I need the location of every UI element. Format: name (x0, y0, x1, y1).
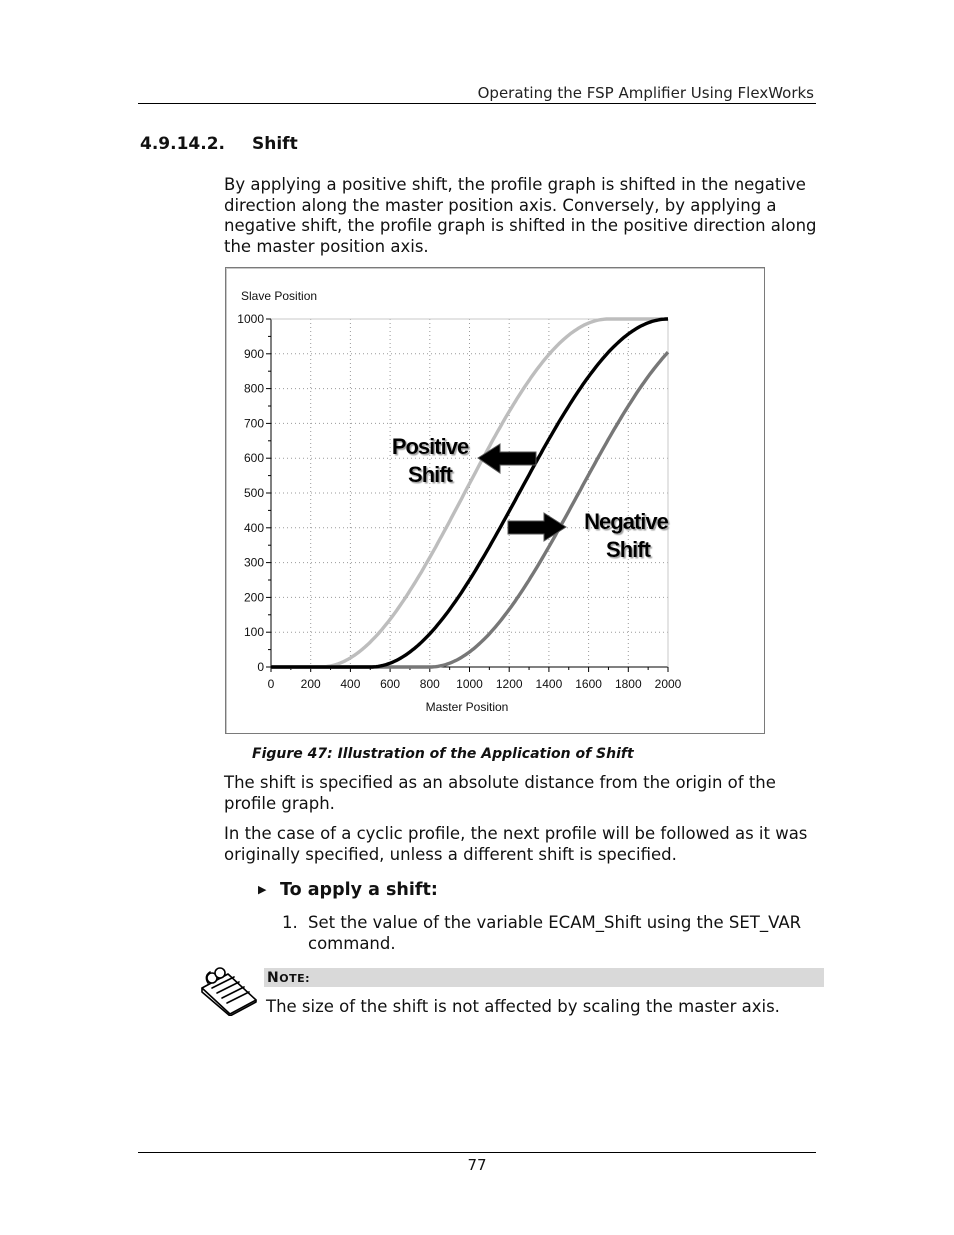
x-axis-title: Master Position (425, 700, 509, 714)
note-pad-icon (198, 966, 260, 1016)
x-tick-label: 1800 (614, 677, 642, 691)
step-number: 1. (282, 913, 298, 932)
y-tick-label: 200 (243, 590, 264, 605)
y-tick-label: 900 (243, 346, 264, 361)
step-text: Set the value of the variable ECAM_Shift using the SET_VAR command. (308, 913, 802, 953)
x-tick-label: 2000 (654, 677, 682, 691)
positive-shift-label-line2: Shift (408, 462, 452, 487)
page-number: 77 (467, 1156, 487, 1174)
x-tick-label: 200 (300, 677, 321, 691)
positive-shift-label-line1: Positive (391, 434, 469, 459)
figure-frame (225, 267, 765, 734)
note-text: The size of the shift is not affected by scaling the master axis. (266, 997, 780, 1016)
cyclic-profile-paragraph: In the case of a cyclic profile, the next profile will be followed as it was originally specified, unless a different shift is specified. (224, 824, 808, 864)
y-tick-label: 600 (243, 451, 264, 466)
procedure-title: To apply a shift: (280, 880, 438, 900)
x-tick-label: 800 (419, 677, 440, 691)
y-tick-label: 100 (243, 625, 264, 640)
y-tick-label: 500 (243, 486, 264, 500)
grid-layer (271, 319, 668, 667)
shift-chart (226, 268, 764, 733)
x-tick-label: 0 (267, 677, 275, 691)
triangle-right-icon: ▶ (258, 883, 267, 896)
axis-layer (266, 319, 668, 672)
absolute-distance-paragraph: The shift is specified as an absolute distance from the origin of the profile graph. (224, 773, 776, 813)
footer-rule (138, 1152, 816, 1153)
header-rule (138, 103, 816, 104)
list-item (282, 912, 802, 954)
y-tick-label: 1000 (237, 312, 264, 326)
section-heading (140, 134, 298, 154)
note-label-rest: OTE: (279, 972, 310, 985)
x-tick-label: 1400 (535, 677, 563, 691)
note-header-bar (264, 968, 824, 987)
x-tick-label: 600 (380, 677, 401, 691)
negative-shift-label-line1: Negative (584, 509, 668, 534)
positive-shift-annotation (392, 434, 536, 487)
y-tick-label: 700 (243, 416, 264, 431)
x-tick-label: 1200 (495, 677, 523, 691)
note-label (267, 970, 310, 986)
x-tick-label: 1600 (575, 677, 602, 691)
figure-caption: Figure 47: Illustration of the Application of Shift (252, 746, 634, 762)
procedure-heading (258, 880, 438, 900)
y-tick-label: 800 (243, 381, 264, 396)
y-tick-label: 0 (257, 660, 264, 674)
section-number: 4.9.14.2. (140, 134, 225, 154)
x-tick-label: 1000 (456, 677, 483, 691)
y-tick-label: 400 (243, 520, 264, 535)
right-arrow-icon (508, 513, 566, 541)
section-title: Shift (252, 134, 298, 154)
header-title: Operating the FSP Amplifier Using FlexWorks (477, 84, 814, 102)
negative-shift-label-line2: Shift (606, 537, 650, 562)
x-tick-label: 400 (340, 677, 361, 691)
intro-paragraph: By applying a positive shift, the profile graph is shifted in the negative direction along the master position axis. Conversely, by applying a negative shift, the profile graph is shifted in the positive direction along the master position axis. (224, 175, 817, 256)
note-label-initial: N (267, 970, 280, 986)
y-tick-label: 300 (243, 555, 264, 570)
y-axis-title: Slave Position (241, 289, 318, 303)
